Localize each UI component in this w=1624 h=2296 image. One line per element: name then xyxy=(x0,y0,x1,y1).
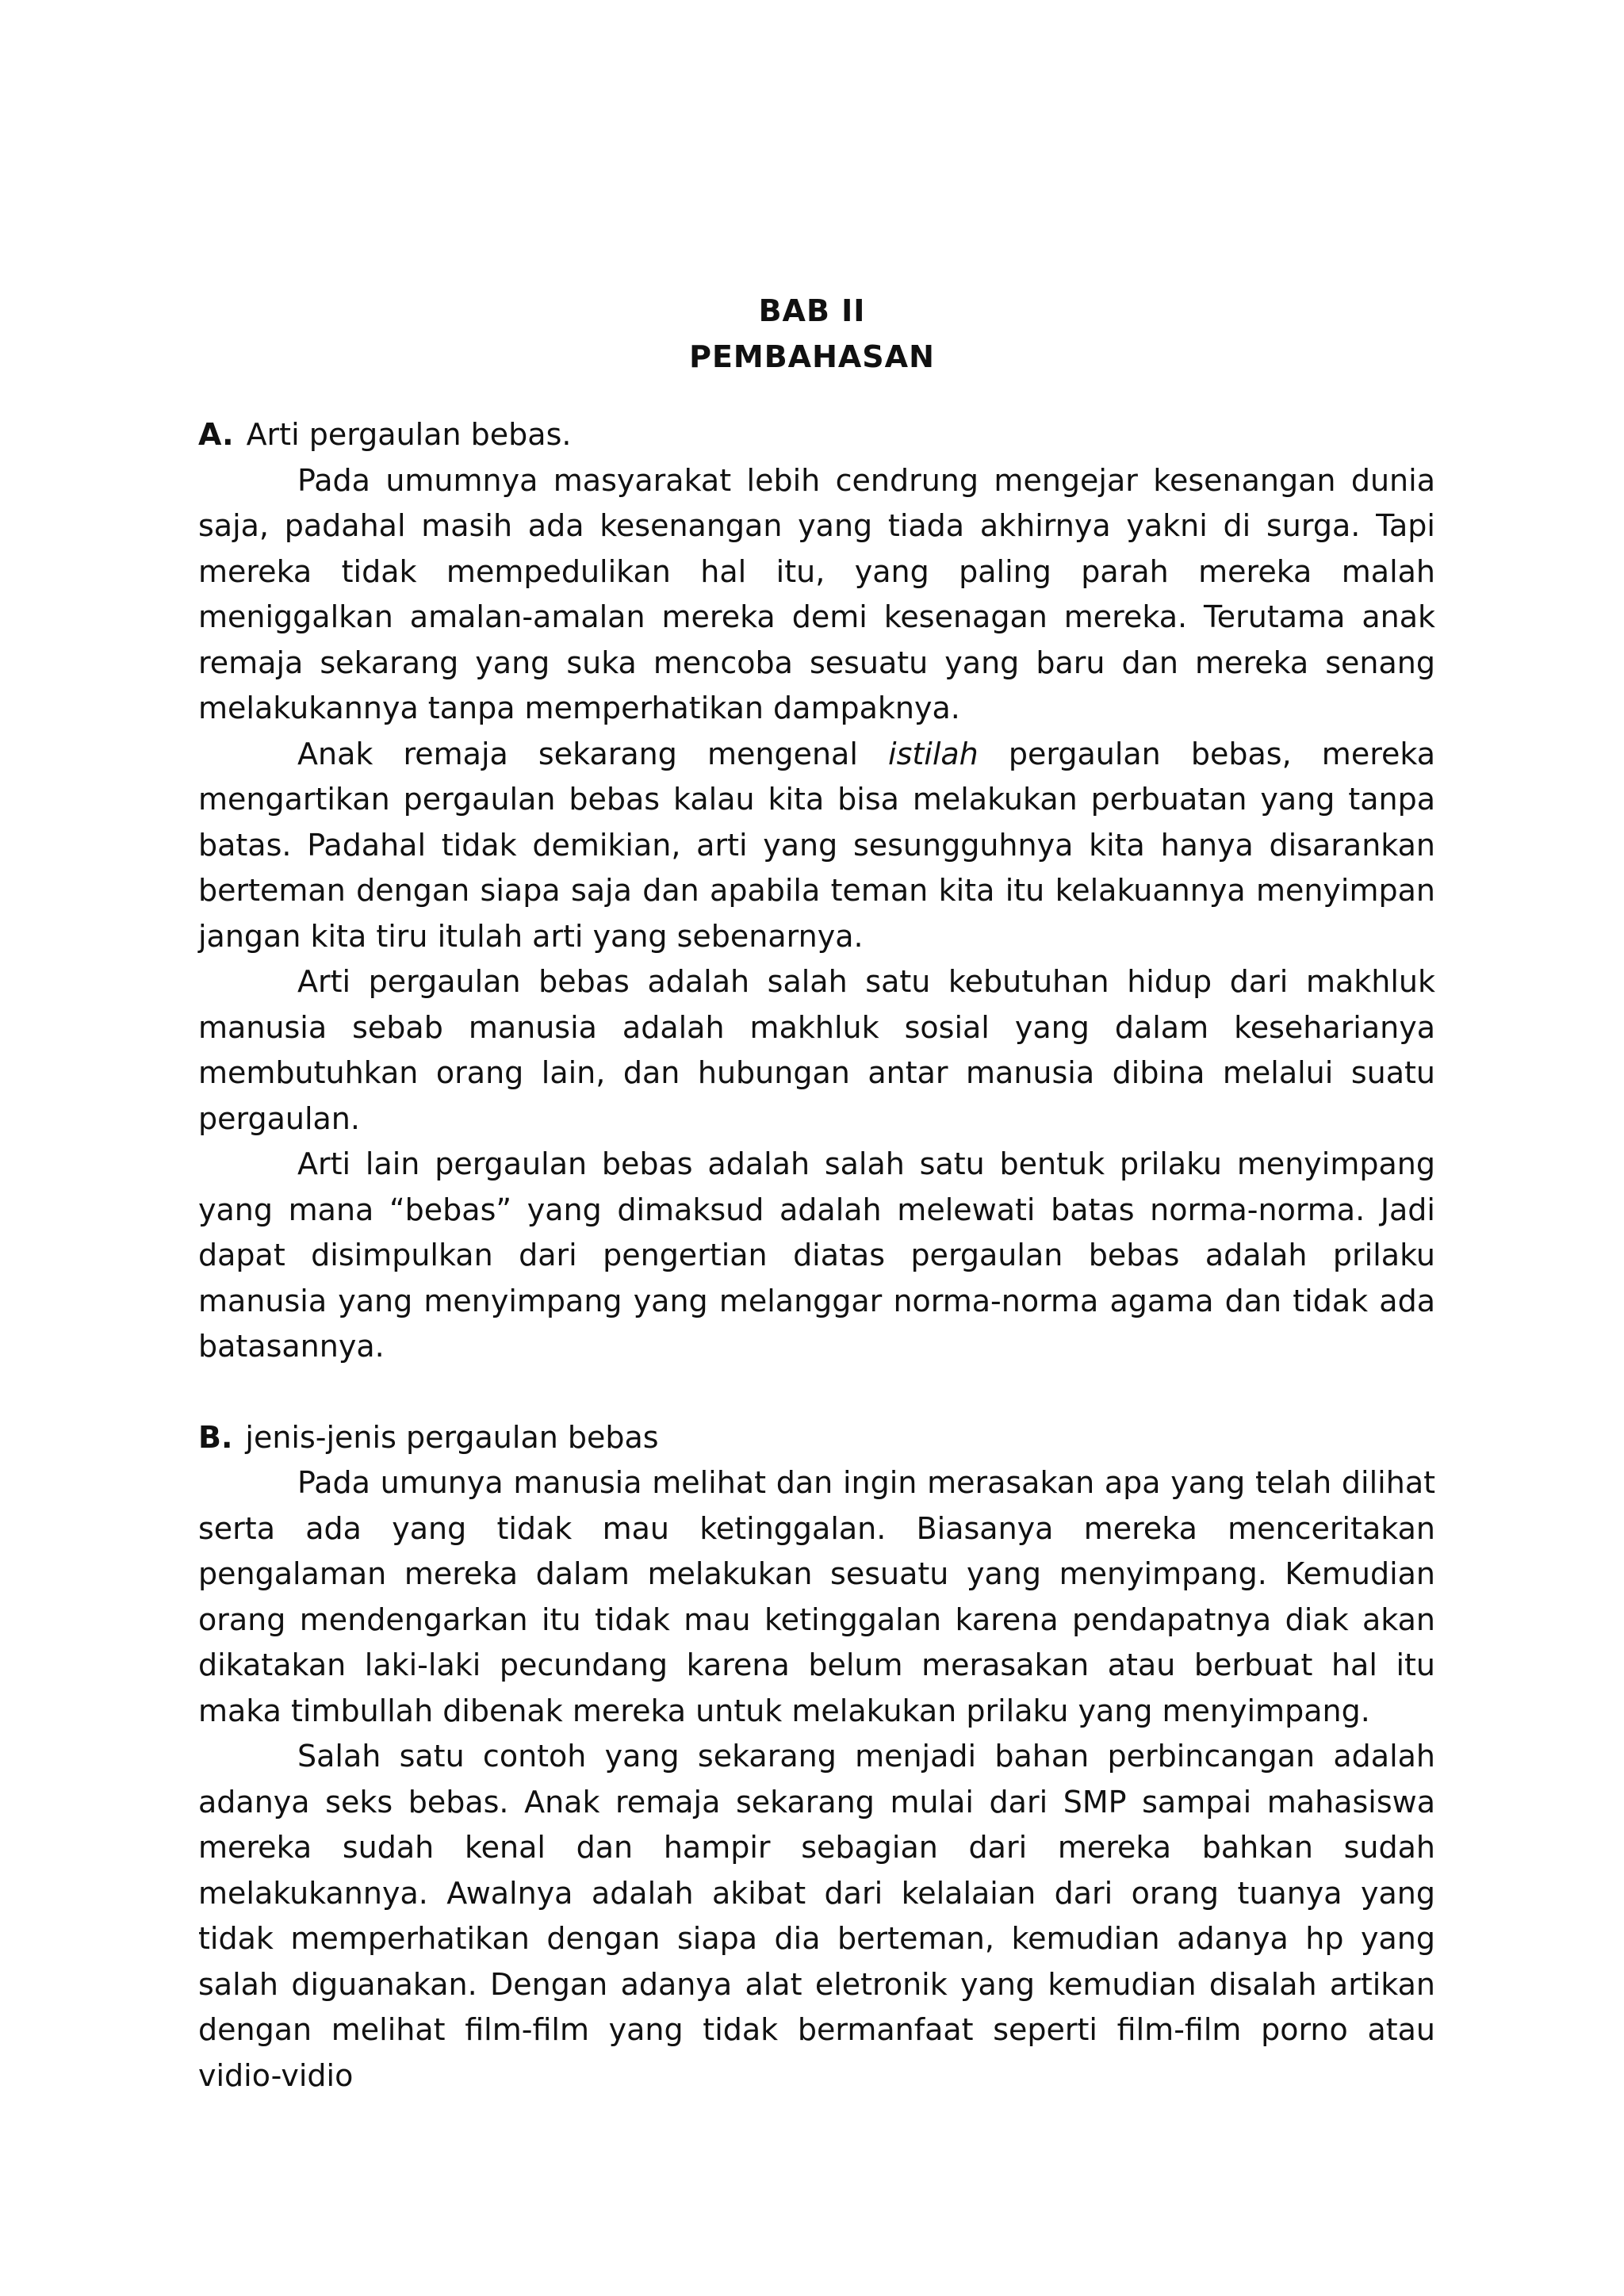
section-b-heading xyxy=(198,1415,1435,1461)
italic-term: istilah xyxy=(888,736,979,771)
section-title: Arti pergaulan bebas. xyxy=(246,417,572,452)
chapter-title: PEMBAHASAN xyxy=(689,339,935,374)
document-body xyxy=(198,412,1435,2099)
chapter-number: BAB II xyxy=(758,293,866,328)
paragraph: Arti lain pergaulan bebas adalah salah satu bentuk prilaku menyimpang yang mana “bebas” yang dimaksud adalah melewati batas norma-norma. Jadi dapat disimpulkan dari pengertian diatas pergaulan bebas adalah prilaku manusia yang menyimpang yang melanggar norma-norma agama dan tidak ada batasannya. xyxy=(198,1146,1435,1364)
section-title: jenis-jenis pergaulan bebas xyxy=(245,1419,659,1455)
section-a-heading xyxy=(198,412,1435,458)
paragraph-text: pergaulan bebas, mereka mengartikan pergaulan bebas kalau kita bisa melakukan perbuatan yang tanpa batas. Padahal tidak demikian, arti yang sesungguhnya kita hanya disarankan berteman dengan siapa saja dan apabila teman kita itu kelakuannya menyimpan jangan kita tiru itulah arti yang sebenarnya. xyxy=(198,736,1435,954)
paragraph xyxy=(198,732,1435,960)
paragraph-text: Anak remaja sekarang mengenal xyxy=(297,736,889,771)
paragraph: Pada umumnya masyarakat lebih cendrung mengejar kesenangan dunia saja, padahal masih ada kesenangan yang tiada akhirnya yakni di surga. Tapi mereka tidak mempedulikan hal itu, yang paling parah mereka malah meniggalkan amalan-amalan mereka demi kesenagan mereka. Terutama anak remaja sekarang yang suka mencoba sesuatu yang baru dan mereka senang melakukannya tanpa memperhatikan dampaknya. xyxy=(198,462,1435,725)
paragraph: Pada umunya manusia melihat dan ingin merasakan apa yang telah dilihat serta ada yang tidak mau ketinggalan. Biasanya mereka menceritakan pengalaman mereka dalam melakukan sesuatu yang menyimpang. Kemudian orang mendengarkan itu tidak mau ketinggalan karena pendapatnya diak akan dikatakan laki-laki pecundang karena belum merasakan atau berbuat hal itu maka timbullah dibenak mereka untuk melakukan prilaku yang menyimpang. xyxy=(198,1465,1435,1728)
section-spacer xyxy=(198,1370,1435,1415)
section-letter: B. xyxy=(198,1419,233,1455)
paragraph: Arti pergaulan bebas adalah salah satu kebutuhan hidup dari makhluk manusia sebab manusia adalah makhluk sosial yang dalam keseharianya membutuhkan orang lain, dan hubungan antar manusia dibina melalui suatu pergaulan. xyxy=(198,964,1435,1136)
paragraph: Salah satu contoh yang sekarang menjadi bahan perbincangan adalah adanya seks bebas. Anak remaja sekarang mulai dari SMP sampai mahasiswa mereka sudah kenal dan hampir sebagian dari mereka bahkan sudah melakukannya. Awalnya adalah akibat dari kelalaian dari orang tuanya yang tidak memperhatikan dengan siapa dia berteman, kemudian adanya hp yang salah diguanakan. Dengan adanya alat eletronik yang kemudian disalah artikan dengan melihat film-film yang tidak bermanfaat seperti film-film porno atau vidio-vidio xyxy=(198,1739,1435,2093)
section-letter: A. xyxy=(198,417,234,452)
